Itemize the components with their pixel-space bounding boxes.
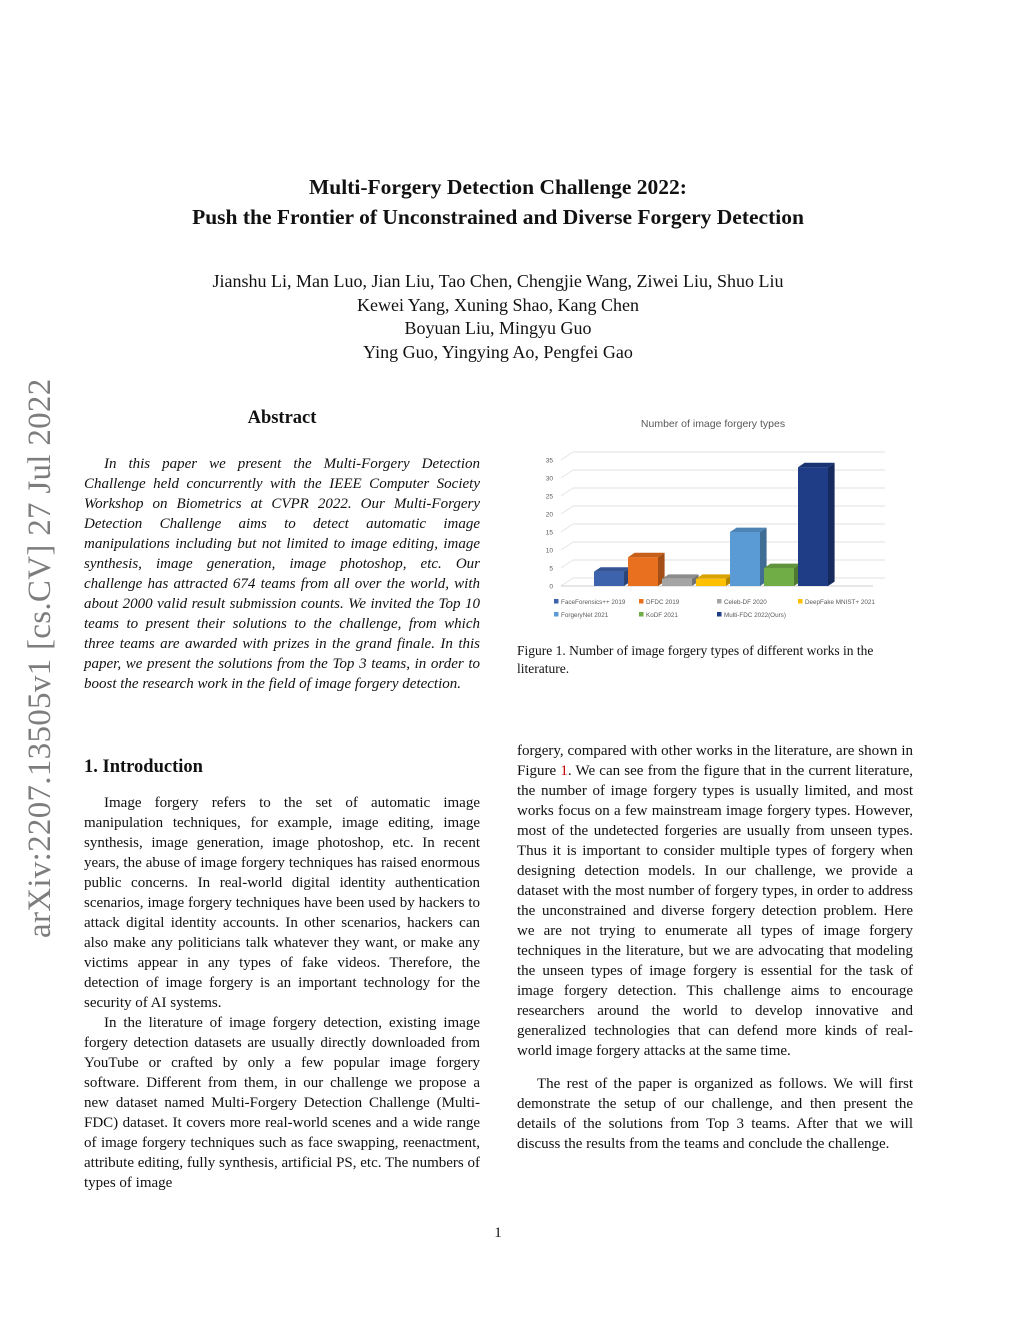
chart-bars — [594, 463, 835, 586]
y-tick-label: 15 — [545, 529, 553, 537]
y-tick-label: 0 — [549, 583, 553, 591]
bar-front — [628, 557, 658, 586]
bar-front — [594, 572, 624, 586]
legend-swatch — [639, 612, 644, 617]
bar-dfdc-2019 — [628, 553, 665, 586]
bar-faceforensics-2019 — [594, 567, 631, 586]
author-line: Ying Guo, Yingying Ao, Pengfei Gao — [363, 341, 633, 362]
legend-swatch — [639, 599, 644, 604]
figure-1-chart — [517, 410, 917, 630]
legend-label: Celeb-DF 2020 — [724, 599, 767, 606]
legend-label: DFDC 2019 — [646, 599, 680, 606]
bar-front — [764, 568, 794, 586]
legend-swatch — [717, 599, 722, 604]
gridline-depth — [561, 488, 573, 496]
gridline-depth — [561, 578, 573, 586]
author-line: Boyuan Liu, Mingyu Guo — [404, 318, 592, 338]
y-tick-label: 30 — [545, 475, 553, 483]
chart-legend — [554, 599, 875, 619]
bar-celeb-df-2020 — [662, 574, 699, 586]
y-tick-label: 25 — [545, 493, 553, 501]
right-paragraph-1-start: forgery, compared with other works in the literature, are shown in Figure — [517, 743, 913, 779]
gridline-depth — [561, 560, 573, 568]
right-paragraph-1-rest: . We can see from the figure that in the current literature, the number of image forgery types is usually limited, and most works focus on a few mainstream image forgery types. However, most of the undetected forgeries are usually from unseen types. Thus it is important to consider multiple types of forgery when designing detection models. In our challenge, we provide a dataset with the most number of forgery types, in order to address the unconstrained and diverse forgery detection problem. Here we are not trying to enumerate all types of image forgery techniques in the literature, but we are advocating that modeling the unseen types of image forgery is essential for the task of image forgery detection. This challenge aims to encourage researchers around the world to develop innovative and generalized technologies that can defend more kinds of real-world image forgery attacks at the same time. — [517, 763, 913, 1059]
gridline-depth — [561, 470, 573, 478]
chart-y-axis — [546, 458, 554, 591]
bar-multi-fdc-2022-ours- — [798, 463, 835, 586]
y-tick-label: 20 — [545, 511, 553, 519]
legend-swatch — [554, 612, 559, 617]
gridline-depth — [561, 506, 573, 514]
author-line: Kewei Yang, Xuning Shao, Kang Chen — [357, 294, 639, 315]
legend-label: DeepFake MNIST+ 2021 — [805, 599, 875, 606]
bar-front — [730, 532, 760, 586]
bar-side — [828, 463, 835, 586]
author-line: Jianshu Li, Man Luo, Jian Liu, Tao Chen, Chengjie Wang, Ziwei Liu, Shuo Liu — [212, 271, 784, 291]
gridline-depth — [561, 524, 573, 532]
chart-title: Number of image forgery types — [640, 418, 786, 430]
legend-label: Multi-FDC 2022(Ours) — [724, 612, 786, 619]
intro-paragraph-1: Image forgery refers to the set of automatic image manipulation techniques, for example, image editing, image synthesis, image generation, image photoshop, etc. In recent years, the abuse of image forgery techniques has raised enormous public concerns. In real-world digital identity authentication scenarios, image forgery techniques have been used by hackers to attack digital identity accounts. In other scenarios, hackers can also make any politicians talk whatever they want, or make any victims appear in any types of fake videos. Therefore, the detection of image forgery is an important technology for the security of AI systems. — [84, 795, 480, 1011]
abstract-body — [84, 454, 480, 694]
y-tick-label: 35 — [545, 457, 553, 465]
paper-title — [100, 172, 896, 232]
author-list — [100, 270, 896, 364]
legend-label: ForgeryNet 2021 — [561, 612, 609, 619]
chart-grid — [561, 452, 885, 586]
legend-label: FaceForensics++ 2019 — [561, 599, 626, 606]
bar-front — [662, 579, 692, 586]
title-line-2: Push the Frontier of Unconstrained and Diverse Forgery Detection — [192, 205, 804, 229]
intro-paragraph-2: In the literature of image forgery detection, existing image forgery detection datasets are usually directly downloaded from YouTube or crafted by only a few popular image forgery software. Different from them, in our challenge we propose a new dataset named Multi-Forgery Detection Challenge (Multi-FDC) dataset. It covers more real-world scenes and a wide range of image forgery techniques such as face swapping, reenactment, attribute editing, fully synthesis, artificial PS, etc. The numbers of types of image — [84, 1015, 480, 1191]
section-heading-introduction: 1. Introduction — [84, 757, 203, 777]
bar-kodf-2021 — [764, 564, 801, 586]
page-number: 1 — [494, 1225, 502, 1241]
abstract-text: In this paper we present the Multi-Forgery Detection Challenge held concurrently with the IEEE Computer Society Workshop on Biometrics at CVPR 2022. Our Multi-Forgery Detection Challenge aims to detect automatic image manipulations including but not limited to image editing, image synthesis, image generation, image photoshop, etc. Our challenge has attracted 674 teams from all over the world, with about 2000 valid result submission counts. We invited the Top 10 teams to present their solutions to the challenge, from which three teams are awarded with prizes in the grand finale. In this paper, we present the solutions from the Top 3 teams, in order to boost the research work in the field of image forgery detection. — [84, 456, 480, 692]
bar-forgerynet-2021 — [730, 528, 767, 586]
arxiv-identifier: arXiv:2207.13505v1 [cs.CV] 27 Jul 2022 — [22, 378, 58, 938]
figure-1-link[interactable]: 1 — [560, 763, 568, 779]
gridline-depth — [561, 452, 573, 460]
y-tick-label: 10 — [545, 547, 553, 555]
abstract-heading: Abstract — [247, 408, 317, 428]
gridline-depth — [561, 542, 573, 550]
right-paragraph-1 — [517, 741, 913, 1061]
legend-label: KoDF 2021 — [646, 612, 678, 619]
bar-front — [696, 579, 726, 586]
legend-swatch — [554, 599, 559, 604]
right-column-body — [517, 741, 913, 1154]
legend-swatch — [798, 599, 803, 604]
figure-1-caption: Figure 1. Number of image forgery types of different works in the literature. — [517, 643, 874, 676]
bar-deepfake-mnist-2021 — [696, 574, 733, 586]
right-paragraph-2: The rest of the paper is organized as follows. We will first demonstrate the setup of our challenge, and then present the details of the solutions from Top 3 teams. After that we will discuss the results from the teams and conclude the challenge. — [517, 1076, 913, 1152]
bar-front — [798, 467, 828, 586]
introduction-body — [84, 793, 480, 1193]
title-line-1: Multi-Forgery Detection Challenge 2022: — [309, 175, 687, 199]
y-tick-label: 5 — [549, 565, 553, 573]
legend-swatch — [717, 612, 722, 617]
